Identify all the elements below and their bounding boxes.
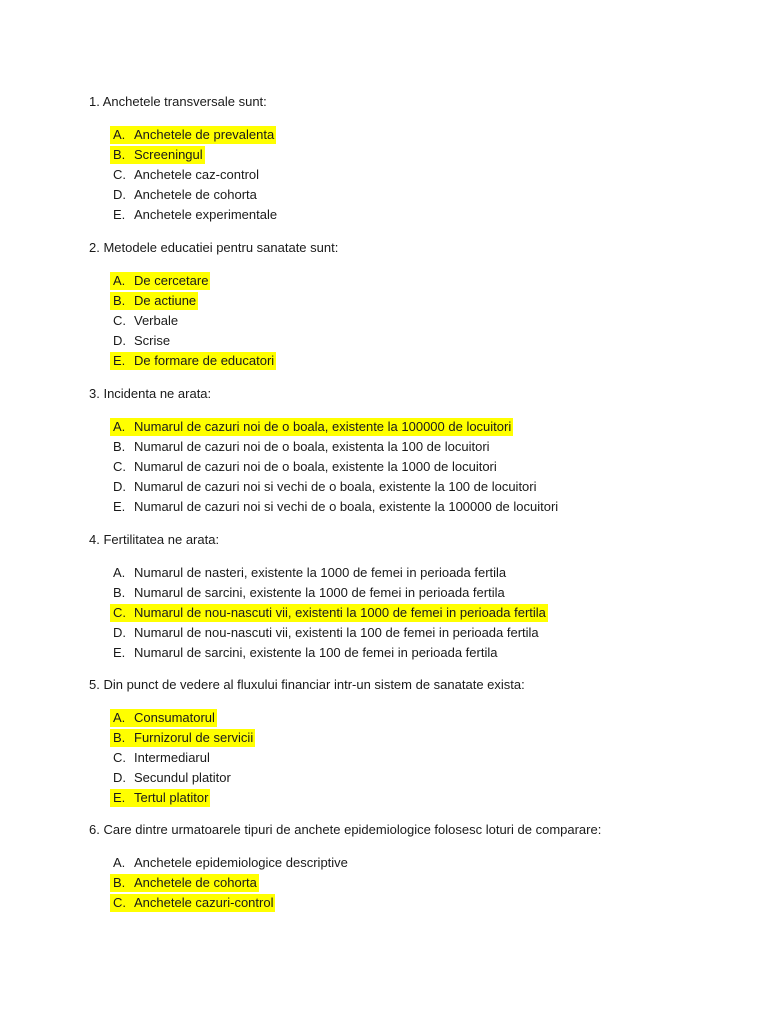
answer-option	[89, 624, 729, 644]
answer-option-letter: A.	[113, 855, 126, 870]
answer-option-body	[110, 874, 259, 892]
answer-option-letter: D.	[113, 479, 126, 494]
answer-option-text: Numarul de nasteri, existente la 1000 de femei in perioada fertila	[134, 565, 507, 580]
answer-option-highlighted	[89, 292, 729, 312]
answer-option-body	[110, 584, 507, 602]
answer-option-text: Numarul de cazuri noi si vechi de o boala, existente la 100 de locuitori	[134, 479, 537, 494]
answer-option-letter: B.	[113, 875, 126, 890]
answer-option-body	[110, 312, 180, 330]
answer-option-highlighted	[89, 126, 729, 146]
answer-option-letter: C.	[113, 167, 126, 182]
answer-option-text: Anchetele de cohorta	[134, 875, 257, 890]
answer-option-body	[110, 458, 499, 476]
answer-option-text: Anchetele epidemiologice descriptive	[134, 855, 348, 870]
answer-option	[89, 166, 729, 186]
answer-option-letter: C.	[113, 313, 126, 328]
answer-option-body	[110, 894, 275, 912]
answer-options-list	[89, 564, 729, 664]
question-1	[89, 94, 729, 226]
answer-option-text: De actiune	[134, 293, 197, 308]
answer-option-letter: B.	[113, 585, 126, 600]
answer-option-highlighted	[89, 789, 729, 809]
answer-option-body	[110, 769, 233, 787]
answer-option-text: Anchetele caz-control	[134, 167, 260, 182]
answer-option-body	[110, 166, 261, 184]
answer-option	[89, 458, 729, 478]
answer-option-letter: A.	[113, 273, 126, 288]
answer-option-letter: C.	[113, 605, 126, 620]
answer-option-body	[110, 789, 210, 807]
answer-option-highlighted	[89, 146, 729, 166]
answer-option	[89, 206, 729, 226]
question-6	[89, 822, 729, 914]
answer-option-text: Numarul de nou-nascuti vii, existenti la 1000 de femei in perioada fertila	[134, 605, 546, 620]
answer-option-text: Numarul de cazuri noi de o boala, existente la 1000 de locuitori	[134, 459, 497, 474]
answer-options-list	[89, 418, 729, 518]
answer-option-body	[110, 126, 276, 144]
answer-option-text: Furnizorul de servicii	[134, 730, 254, 745]
answer-options-list	[89, 126, 729, 226]
answer-option-letter: D.	[113, 625, 126, 640]
answer-option-letter: B.	[113, 293, 126, 308]
question-title: 2. Metodele educatiei pentru sanatate sunt:	[89, 240, 339, 255]
answer-option-letter: C.	[113, 750, 126, 765]
answer-option-highlighted	[89, 874, 729, 894]
answer-option-letter: C.	[113, 895, 126, 910]
answer-options-list	[89, 854, 729, 914]
answer-option-body	[110, 854, 350, 872]
answer-option-text: Anchetele experimentale	[134, 207, 278, 222]
answer-options-list	[89, 709, 729, 809]
question-5	[89, 677, 729, 809]
answer-option-body	[110, 292, 198, 310]
answer-option-highlighted	[89, 604, 729, 624]
answer-option-letter: B.	[113, 147, 126, 162]
answer-option	[89, 332, 729, 352]
answer-option	[89, 769, 729, 789]
answer-option-letter: E.	[113, 790, 126, 805]
answer-option-text: De formare de educatori	[134, 353, 275, 368]
answer-option-letter: A.	[113, 127, 126, 142]
answer-option-letter: A.	[113, 565, 126, 580]
answer-option	[89, 478, 729, 498]
question-title: 4. Fertilitatea ne arata:	[89, 532, 220, 547]
question-2	[89, 240, 729, 372]
answer-option-text: Numarul de sarcini, existente la 1000 de femei in perioada fertila	[134, 585, 505, 600]
answer-option	[89, 644, 729, 664]
answer-option-body	[110, 352, 276, 370]
answer-option-letter: C.	[113, 459, 126, 474]
answer-option-text: Tertul platitor	[134, 790, 209, 805]
answer-option-letter: A.	[113, 419, 126, 434]
answer-option-letter: E.	[113, 207, 126, 222]
answer-option-body	[110, 186, 259, 204]
answer-option-text: Screeningul	[134, 147, 203, 162]
answer-option-letter: D.	[113, 770, 126, 785]
answer-option-body	[110, 749, 212, 767]
question-title: 1. Anchetele transversale sunt:	[89, 94, 267, 109]
answer-option-body	[110, 206, 279, 224]
answer-option-text: Numarul de cazuri noi si vechi de o boala, existente la 100000 de locuitori	[134, 499, 559, 514]
answer-options-list	[89, 272, 729, 372]
answer-option-highlighted	[89, 709, 729, 729]
answer-option-letter: A.	[113, 710, 126, 725]
answer-option-highlighted	[89, 418, 729, 438]
answer-option-body	[110, 564, 508, 582]
answer-option-body	[110, 604, 548, 622]
answer-option-letter: B.	[113, 730, 126, 745]
answer-option-body	[110, 729, 255, 747]
answer-option-body	[110, 418, 513, 436]
answer-option-letter: D.	[113, 333, 126, 348]
answer-option-letter: E.	[113, 353, 126, 368]
answer-option-text: Consumatorul	[134, 710, 215, 725]
answer-option-text: Intermediarul	[134, 750, 210, 765]
answer-option-letter: B.	[113, 439, 126, 454]
answer-option-text: Scrise	[134, 333, 171, 348]
answer-option	[89, 564, 729, 584]
question-title: 3. Incidenta ne arata:	[89, 386, 212, 401]
answer-option-letter: D.	[113, 187, 126, 202]
answer-option-highlighted	[89, 352, 729, 372]
answer-option-text: Numarul de nou-nascuti vii, existenti la 100 de femei in perioada fertila	[134, 625, 539, 640]
answer-option-body	[110, 709, 217, 727]
answer-option	[89, 498, 729, 518]
answer-option-body	[110, 478, 539, 496]
answer-option	[89, 438, 729, 458]
question-4	[89, 532, 729, 664]
answer-option-text: De cercetare	[134, 273, 209, 288]
answer-option-body	[110, 644, 499, 662]
answer-option	[89, 584, 729, 604]
answer-option-highlighted	[89, 272, 729, 292]
answer-option-text: Verbale	[134, 313, 179, 328]
answer-option-body	[110, 438, 492, 456]
answer-option-highlighted	[89, 729, 729, 749]
question-3	[89, 386, 729, 518]
answer-option	[89, 854, 729, 874]
answer-option	[89, 186, 729, 206]
answer-option-text: Anchetele de prevalenta	[134, 127, 275, 142]
answer-option-text: Anchetele cazuri-control	[134, 895, 274, 910]
answer-option-body	[110, 624, 541, 642]
answer-option	[89, 749, 729, 769]
answer-option-body	[110, 272, 210, 290]
question-title: 6. Care dintre urmatoarele tipuri de anchete epidemiologice folosesc loturi de comparare:	[89, 822, 602, 837]
answer-option-text: Anchetele de cohorta	[134, 187, 257, 202]
answer-option-text: Secundul platitor	[134, 770, 231, 785]
answer-option-text: Numarul de sarcini, existente la 100 de femei in perioada fertila	[134, 645, 498, 660]
question-title: 5. Din punct de vedere al fluxului financiar intr-un sistem de sanatate exista:	[89, 677, 525, 692]
answer-option-text: Numarul de cazuri noi de o boala, existenta la 100 de locuitori	[134, 439, 490, 454]
answer-option-text: Numarul de cazuri noi de o boala, existente la 100000 de locuitori	[134, 419, 512, 434]
answer-option-body	[110, 332, 172, 350]
answer-option	[89, 312, 729, 332]
answer-option-highlighted	[89, 894, 729, 914]
answer-option-body	[110, 146, 205, 164]
answer-option-body	[110, 498, 560, 516]
answer-option-letter: E.	[113, 499, 126, 514]
answer-option-letter: E.	[113, 645, 126, 660]
